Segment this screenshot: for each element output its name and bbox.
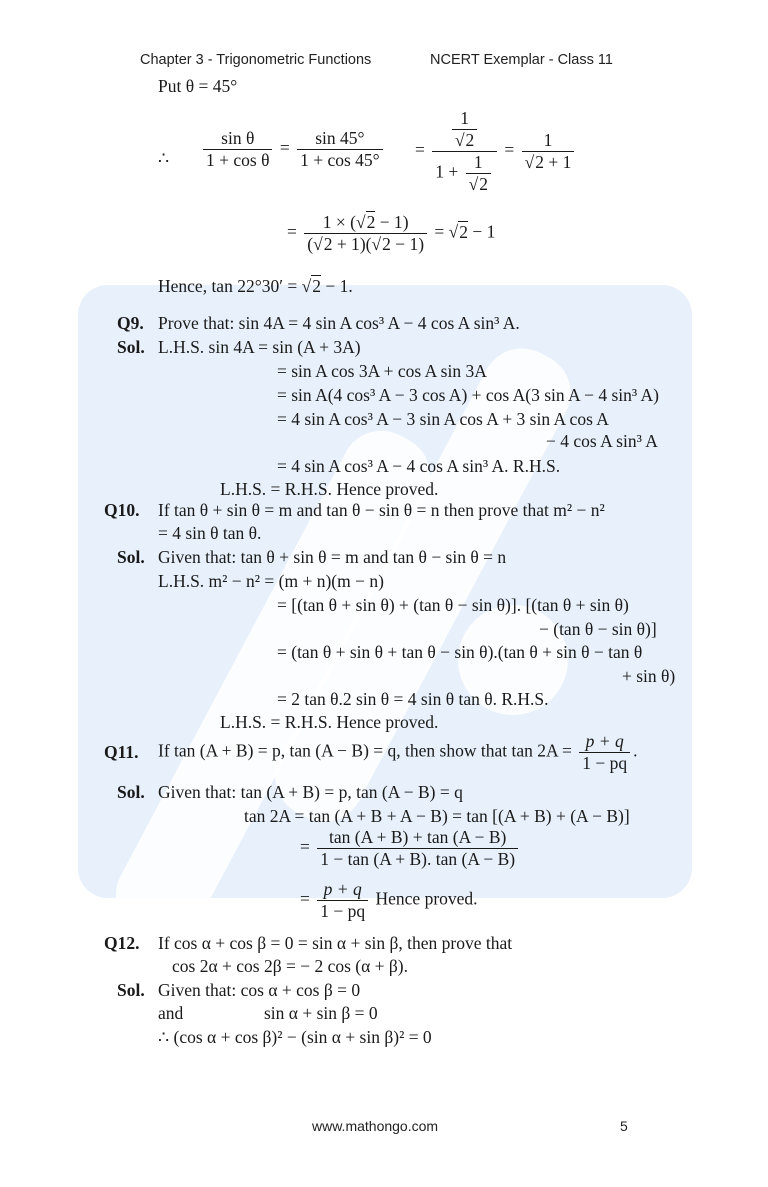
q10-question-line1: If tan θ + sin θ = m and tan θ − sin θ = n then prove that m² − n² <box>158 500 605 520</box>
q11-result: = $\frac{p + q}{1 - pq}$ Hence proved. <box>300 879 478 921</box>
q10-step: L.H.S. m² − n² = (m + n)(m − n) <box>158 571 384 591</box>
q12-question-line2: cos 2α + cos 2β = − 2 cos (α + β). <box>172 956 409 976</box>
q9-step: L.H.S. sin 4A = sin (A + 3A) <box>158 337 361 357</box>
nested-fraction: = $\frac{1}{√2}$ 1 + $\frac{1}{√2}$ = $\frac{1}{√2 + 1}$ <box>415 108 577 195</box>
fraction-sin-45: $\frac{\sin 45^\circ}{1 + \cos 45^\circ}$ <box>297 128 383 171</box>
q11-label: Q11. <box>104 742 139 762</box>
q10-step: Given that: tan θ + sin θ = m and tan θ − sin θ = n <box>158 547 507 567</box>
q10-step: = 2 tan θ.2 sin θ = 4 sin θ tan θ. R.H.S. <box>277 689 549 709</box>
q9-step: = sin A cos 3A + cos A sin 3A <box>277 361 487 381</box>
q9-label: Q9. <box>117 313 144 333</box>
q9-question: Prove that: sin 4A = 4 sin A cos³ A − 4 cos A sin³ A. <box>158 313 520 333</box>
rationalized-equation: = $\frac{1 \times (√2 - 1)}{(√2 + 1)(√2 - 1)}$ = √2 − 1 <box>287 212 496 254</box>
q9-sol-label: Sol. <box>117 337 145 357</box>
q9-step: = sin A(4 cos³ A − 3 cos A) + cos A(3 sin A − 4 sin³ A) <box>277 385 660 405</box>
q11-sol-label: Sol. <box>117 782 145 802</box>
put-theta-line: Put θ = 45° <box>158 76 238 96</box>
q11-question: If tan (A + B) = p, tan (A − B) = q, then show that tan 2A = $\frac{p + q}{1 - pq}$ . <box>158 731 638 773</box>
hence-tan-line: Hence, tan 22°30′ = √2 − 1. <box>158 276 353 296</box>
q10-conclusion: L.H.S. = R.H.S. Hence proved. <box>220 712 439 732</box>
q9-step: = 4 sin A cos³ A − 3 sin A cos A + 3 sin A cos A <box>277 409 609 429</box>
q9-conclusion: L.H.S. = R.H.S. Hence proved. <box>220 479 439 499</box>
page-number: 5 <box>620 1118 628 1134</box>
fraction-sin-theta: $\frac{\text{sin θ}}{\text{1 + cos θ}}$ <box>203 128 272 171</box>
footer-website: www.mathongo.com <box>312 1118 439 1134</box>
q9-step: − 4 cos A sin³ A <box>546 431 658 451</box>
q10-step: − (tan θ − sin θ)] <box>539 619 657 639</box>
therefore-symbol: ∴ <box>158 148 170 168</box>
q11-given: Given that: tan (A + B) = p, tan (A − B) = q <box>158 782 463 802</box>
q10-step: + sin θ) <box>622 666 676 686</box>
book-title: NCERT Exemplar - Class 11 <box>430 52 613 68</box>
main-equation: $\frac{\text{sin θ}}{\text{1 + cos θ}}$ = $\frac{\sin 45^\circ}{1 + \cos 45^\circ}$ <box>200 128 386 171</box>
q10-step: = (tan θ + sin θ + tan θ − sin θ).(tan θ + sin θ − tan θ <box>277 642 643 662</box>
q12-given-a: Given that: cos α + cos β = 0 <box>158 980 361 1000</box>
q11-formula: = $\frac{\tan (A + B) + \tan (A - B)}{1 - \tan (A + B). \tan (A - B)}$ <box>300 827 521 870</box>
q10-label: Q10. <box>104 500 140 520</box>
q10-sol-label: Sol. <box>117 547 145 567</box>
q9-step: = 4 sin A cos³ A − 4 cos A sin³ A. R.H.S. <box>277 456 561 476</box>
q11-tan2a: tan 2A = tan (A + B + A − B) = tan [(A + B) + (A − B)] <box>244 806 630 826</box>
q12-given-b: sin α + sin β = 0 <box>264 1003 378 1023</box>
q10-question-line2: = 4 sin θ tan θ. <box>158 523 262 543</box>
q12-question-line1: If cos α + cos β = 0 = sin α + sin β, then prove that <box>158 933 513 953</box>
chapter-title: Chapter 3 - Trigonometric Functions <box>140 52 372 68</box>
q12-sol-label: Sol. <box>117 980 145 1000</box>
q12-and: and <box>158 1003 184 1023</box>
q12-label: Q12. <box>104 933 140 953</box>
q12-therefore: ∴ (cos α + cos β)² − (sin α + sin β)² = 0 <box>158 1027 432 1047</box>
q10-step: = [(tan θ + sin θ) + (tan θ − sin θ)]. [(tan θ + sin θ) <box>277 595 629 615</box>
